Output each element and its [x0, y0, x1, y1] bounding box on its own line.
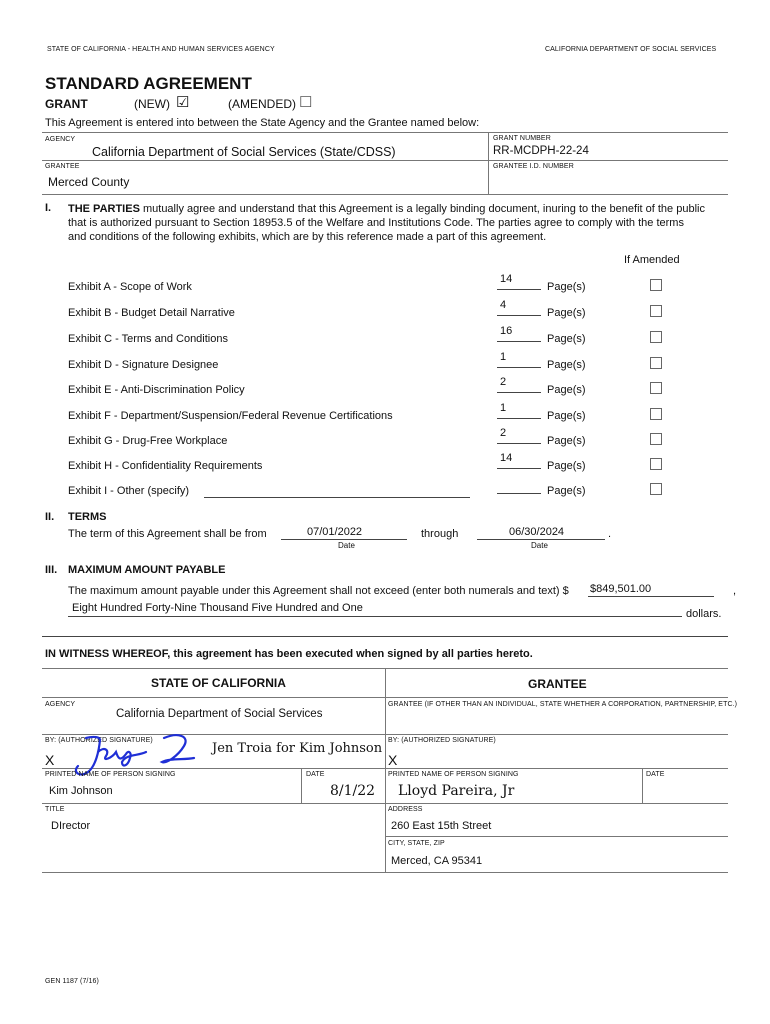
exhibit-pages-label: Page(s) — [547, 359, 586, 371]
state-title-label: TITLE — [45, 806, 65, 813]
exhibit-pages-underline — [497, 367, 541, 368]
exhibit-label: Exhibit C - Terms and Conditions — [68, 333, 228, 345]
exhibit-pages-label: Page(s) — [547, 460, 586, 472]
grantee-address-field[interactable]: 260 East 15th Street — [391, 820, 492, 832]
exhibit-pages-underline — [497, 493, 541, 494]
exhibit-pages-field[interactable]: 2 — [500, 376, 507, 388]
term-to-field[interactable]: 06/30/2024 — [509, 526, 565, 538]
section-3-heading: MAXIMUM AMOUNT PAYABLE — [68, 564, 226, 576]
state-signature-x: X — [45, 752, 55, 768]
grantee-field[interactable]: Merced County — [48, 175, 130, 189]
state-date-field[interactable]: 8/1/22 — [330, 783, 376, 799]
exhibit-pages-label: Page(s) — [547, 435, 586, 447]
exhibit-pages-label: Page(s) — [547, 384, 586, 396]
max-amount-comma: , — [733, 585, 737, 597]
term-from-field[interactable]: 07/01/2022 — [307, 526, 363, 538]
state-agency-label: AGENCY — [45, 701, 76, 708]
exhibit-label: Exhibit G - Drug-Free Workplace — [68, 435, 228, 447]
state-title-field[interactable]: DIrector — [51, 820, 91, 832]
exhibit-pages-field[interactable]: 1 — [500, 351, 507, 363]
grantee-id-label: GRANTEE I.D. NUMBER — [493, 163, 574, 170]
grant-label: GRANT — [45, 97, 88, 111]
exhibit-pages-label: Page(s) — [547, 485, 586, 497]
exhibit-pages-underline — [497, 392, 541, 393]
grantee-name-label: GRANTEE (IF OTHER THAN AN INDIVIDUAL, STATE WHETHER A CORPORATION, PARTNERSHIP, ETC.) — [388, 701, 738, 708]
section-1-line-3: and conditions of the following exhibits, which are by this reference made a part of this agreement. — [68, 231, 547, 243]
intro-text: This Agreement is entered into between the State Agency and the Grantee named below: — [45, 117, 480, 129]
exhibit-amended-checkbox[interactable] — [650, 279, 662, 291]
dollars-label: dollars. — [686, 608, 722, 620]
section-2-heading: TERMS — [68, 511, 107, 523]
grantee-address-label: ADDRESS — [388, 806, 423, 813]
max-amount-text-field[interactable]: Eight Hundred Forty-Nine Thousand Five Hundred and One — [72, 602, 363, 614]
exhibit-pages-label: Page(s) — [547, 410, 586, 422]
new-label: (NEW) — [134, 97, 170, 111]
exhibit-pages-underline — [497, 315, 541, 316]
amended-checkbox[interactable]: ☐ — [299, 94, 313, 111]
exhibit-amended-checkbox[interactable] — [650, 357, 662, 369]
exhibit-pages-field[interactable]: 14 — [500, 452, 513, 464]
exhibit-pages-field[interactable]: 1 — [500, 402, 507, 414]
exhibit-amended-checkbox[interactable] — [650, 458, 662, 470]
section-1-number: I. — [45, 202, 52, 214]
section-3-number: III. — [45, 564, 58, 576]
section-1-line-2: that is authorized pursuant to Section 18953.5 of the Welfare and Institutions Code. The parties agree to comply with the terms — [68, 217, 684, 229]
exhibit-pages-underline — [497, 289, 541, 290]
state-agency-field[interactable]: California Department of Social Services — [116, 708, 323, 720]
exhibit-label: Exhibit D - Signature Designee — [68, 359, 219, 371]
max-amount-field[interactable]: $849,501.00 — [590, 583, 652, 595]
state-printed-name-field[interactable]: Kim Johnson — [49, 785, 113, 797]
exhibit-pages-underline — [497, 443, 541, 444]
max-amount-text: The maximum amount payable under this Agreement shall not exceed (enter both numerals and text) $ — [68, 585, 569, 597]
exhibit-pages-underline — [497, 468, 541, 469]
exhibit-label: Exhibit H - Confidentiality Requirements — [68, 460, 263, 472]
exhibit-other-specify-field[interactable] — [204, 497, 470, 498]
exhibit-pages-field[interactable]: 2 — [500, 427, 507, 439]
grantee-by-label: BY: (AUTHORIZED SIGNATURE) — [388, 737, 496, 744]
exhibit-pages-label: Page(s) — [547, 281, 586, 293]
grant-number-field[interactable]: RR-MCDPH-22-24 — [493, 145, 589, 157]
grantee-signature-x[interactable]: X — [388, 752, 398, 768]
witness-statement: IN WITNESS WHEREOF, this agreement has been executed when signed by all parties hereto. — [45, 648, 533, 660]
exhibit-label: Exhibit E - Anti-Discrimination Policy — [68, 384, 245, 396]
section-1-text — [68, 202, 728, 244]
term-through-label: through — [421, 528, 459, 540]
exhibit-pages-label: Page(s) — [547, 333, 586, 345]
state-heading: STATE OF CALIFORNIA — [151, 676, 286, 690]
grantee-date-label: DATE — [646, 771, 665, 778]
form-number: GEN 1187 (7/16) — [45, 978, 99, 985]
term-from-date-label: Date — [338, 541, 355, 550]
exhibit-label: Exhibit A - Scope of Work — [68, 281, 192, 293]
state-by-label: BY: (AUTHORIZED SIGNATURE) — [45, 737, 153, 744]
section-2-number: II. — [45, 511, 55, 523]
exhibit-pages-field[interactable]: 14 — [500, 273, 513, 285]
exhibit-amended-checkbox[interactable] — [650, 483, 662, 495]
grantee-printed-name-label: PRINTED NAME OF PERSON SIGNING — [388, 771, 519, 778]
exhibit-amended-checkbox[interactable] — [650, 433, 662, 445]
exhibit-pages-field[interactable]: 16 — [500, 325, 513, 337]
if-amended-label: If Amended — [624, 254, 680, 266]
grantee-city-field[interactable]: Merced, CA 95341 — [391, 855, 483, 867]
signature-note: Jen Troia for Kim Johnson — [212, 741, 383, 756]
section-1-line-1: mutually agree and understand that this Agreement is a legally binding document, inuring to the benefit of the public — [139, 203, 705, 215]
grant-number-label: GRANT NUMBER — [493, 135, 551, 142]
exhibit-amended-checkbox[interactable] — [650, 382, 662, 394]
new-checkbox[interactable]: ☑ — [176, 94, 190, 111]
page-title: STANDARD AGREEMENT — [45, 74, 252, 93]
exhibit-pages-underline — [497, 341, 541, 342]
header-department: CALIFORNIA DEPARTMENT OF SOCIAL SERVICES — [545, 46, 717, 53]
exhibit-label: Exhibit B - Budget Detail Narrative — [68, 307, 235, 319]
grantee-label: GRANTEE — [45, 163, 80, 170]
state-printed-name-label: PRINTED NAME OF PERSON SIGNING — [45, 771, 176, 778]
agency-field[interactable]: California Department of Social Services (State/CDSS) — [92, 145, 396, 159]
exhibit-pages-label: Page(s) — [547, 307, 586, 319]
grantee-heading: GRANTEE — [528, 677, 587, 691]
amended-label: (AMENDED) — [228, 97, 296, 111]
header-agency: STATE OF CALIFORNIA - HEALTH AND HUMAN SERVICES AGENCY — [47, 46, 275, 53]
state-date-label: DATE — [306, 771, 325, 778]
exhibit-amended-checkbox[interactable] — [650, 331, 662, 343]
term-to-date-label: Date — [531, 541, 548, 550]
exhibit-pages-underline — [497, 418, 541, 419]
grantee-printed-name-field[interactable]: Lloyd Pareira, Jr — [398, 783, 515, 799]
term-period: . — [608, 528, 612, 540]
exhibit-amended-checkbox[interactable] — [650, 408, 662, 420]
grantee-city-label: CITY, STATE, ZIP — [388, 840, 445, 847]
section-1-heading: THE PARTIES — [68, 203, 140, 215]
exhibit-pages-field[interactable]: 4 — [500, 299, 507, 311]
term-text: The term of this Agreement shall be from — [68, 528, 267, 540]
agency-label: AGENCY — [45, 136, 76, 143]
exhibit-label: Exhibit I - Other (specify) — [68, 485, 190, 497]
exhibit-label: Exhibit F - Department/Suspension/Federal Revenue Certifications — [68, 410, 393, 422]
exhibit-amended-checkbox[interactable] — [650, 305, 662, 317]
